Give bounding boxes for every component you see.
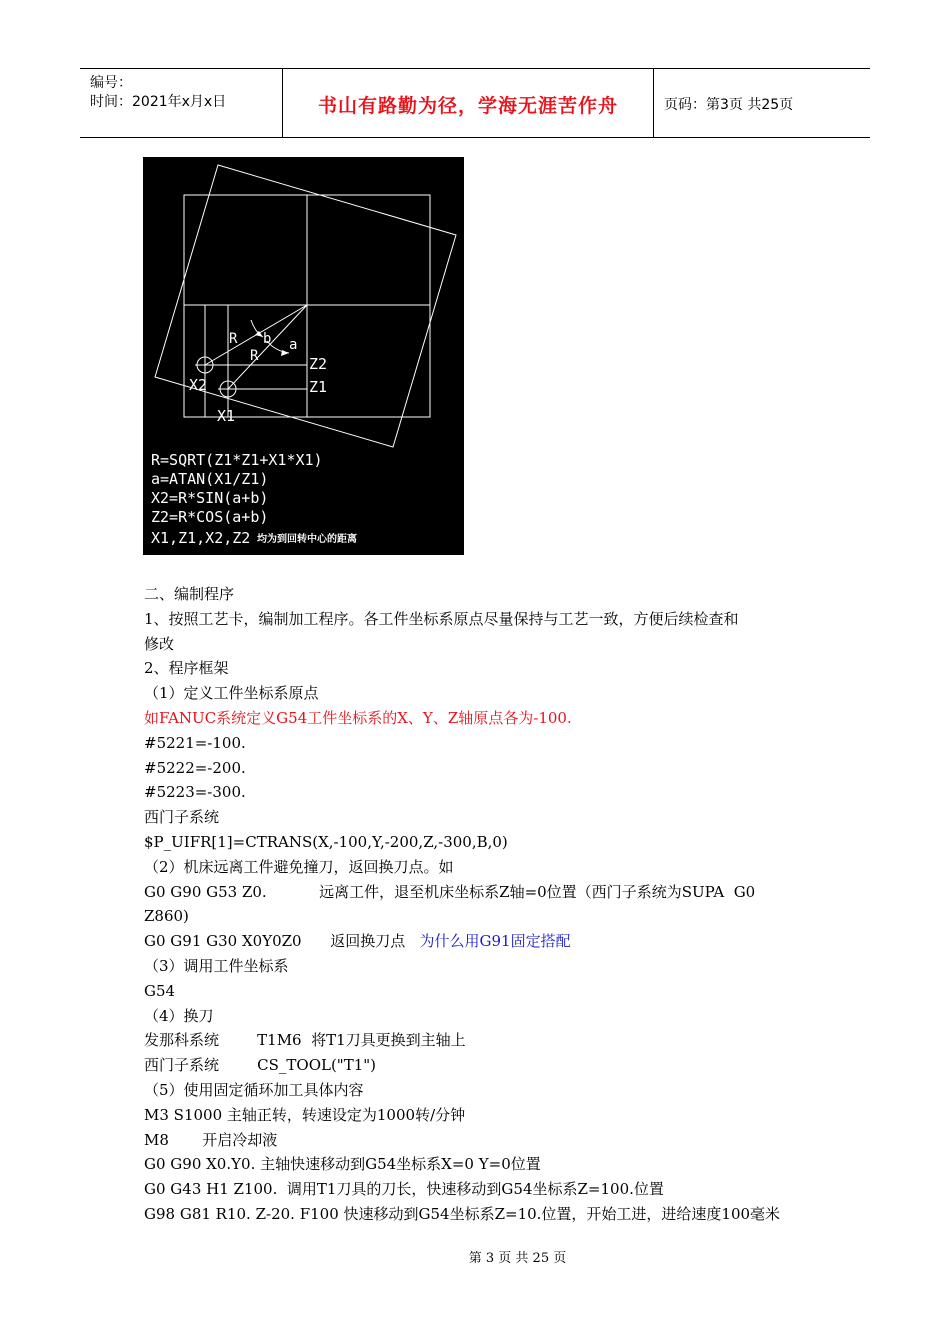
label-angle-a: a [289, 337, 298, 353]
body-line: （5）使用固定循环加工具体内容 [144, 1080, 364, 1099]
label-angle-b: b [263, 331, 272, 347]
code-line: M3 S1000 主轴正转，转速设定为1000转/分钟 [144, 1105, 466, 1124]
code-line: #5222=-200. [144, 758, 246, 777]
header-motto: 书山有路勤为径，学海无涯苦作舟 [317, 95, 618, 117]
diagram-svg [143, 157, 464, 555]
formula-variables: X1,Z1,X2,Z2 [151, 529, 251, 547]
code-line: G0 G90 G53 Z0. 远离工件，退至机床坐标系Z轴=0位置（西门子系统为SUPA G0 [144, 882, 756, 901]
header-page-info: 页码：第3页 共25页 [664, 97, 794, 113]
body-line: 1、按照工艺卡，编制加工程序。各工件坐标系原点尽量保持与工艺一致，方便后续检查和 [144, 609, 739, 628]
code-line: G0 G91 G30 X0Y0Z0 返回换刀点 [144, 932, 406, 951]
code-line: G98 G81 R10. Z-20. F100 快速移动到G54坐标系Z=10.位置，开始工进，进给速度100毫米 [144, 1204, 781, 1223]
formula-radius: R=SQRT(Z1*Z1+X1*X1) [151, 451, 323, 469]
code-line: Z860) [144, 907, 189, 926]
document-body [144, 582, 824, 1227]
body-line: （3）调用工件坐标系 [144, 956, 289, 975]
body-line: （2）机床远离工件避免撞刀，返回换刀点。如 [144, 857, 454, 876]
code-line: #5223=-300. [144, 783, 246, 802]
code-line: M8 开启冷却液 [144, 1130, 278, 1149]
header-page-cell [654, 69, 870, 137]
formula-z2: Z2=R*COS(a+b) [151, 508, 269, 526]
angle-arrow-a [281, 350, 289, 356]
coordinate-rotation-diagram [143, 157, 464, 555]
body-line: （1）定义工件坐标系原点 [144, 684, 319, 703]
header-motto-cell [283, 69, 654, 137]
page-footer [0, 1247, 950, 1266]
code-line: $P_UIFR[1]=CTRANS(X,-100,Y,-200,Z,-300,B,0) [144, 832, 508, 851]
formula-angle: a=ATAN(X1/Z1) [151, 470, 269, 488]
label-x1: X1 [217, 407, 236, 425]
document-date: 时间：2021年x月x日 [90, 94, 227, 110]
body-line: 修改 [144, 634, 175, 653]
highlighted-example-line: 如FANUC系统定义G54工件坐标系的X、Y、Z轴原点各为-100. [144, 708, 572, 727]
code-line: 西门子系统 CS_TOOL("T1") [144, 1056, 377, 1075]
formula-note: 均为到回转中心的距离 [257, 534, 357, 545]
page-header [80, 68, 870, 138]
label-r2: R [250, 348, 259, 364]
section-heading: 二、编制程序 [144, 585, 235, 603]
code-line: G0 G90 X0.Y0. 主轴快速移动到G54坐标系X=0 Y=0位置 [144, 1155, 541, 1174]
body-line: 西门子系统 [144, 808, 220, 827]
footer-page-number: 第 3 页 共 25 页 [468, 1251, 567, 1266]
header-meta-cell [80, 69, 283, 137]
code-line-with-note [144, 929, 824, 954]
body-line: （4）换刀 [144, 1006, 214, 1025]
label-r1: R [229, 331, 238, 347]
blue-question-note: 为什么用G91固定搭配 [405, 932, 571, 951]
label-z2: Z2 [309, 355, 328, 373]
label-z1: Z1 [309, 378, 328, 396]
label-x2: X2 [189, 376, 208, 394]
document-number-label: 编号： [90, 75, 132, 91]
code-line: 发那科系统 T1M6 将T1刀具更换到主轴上 [144, 1031, 466, 1050]
formula-x2: X2=R*SIN(a+b) [151, 489, 269, 507]
body-line: 2、程序框架 [144, 659, 229, 678]
code-line: #5221=-100. [144, 733, 246, 752]
code-line: G0 G43 H1 Z100. 调用T1刀具的刀长，快速移动到G54坐标系Z=100.位置 [144, 1180, 664, 1199]
code-line: G54 [144, 981, 176, 1000]
